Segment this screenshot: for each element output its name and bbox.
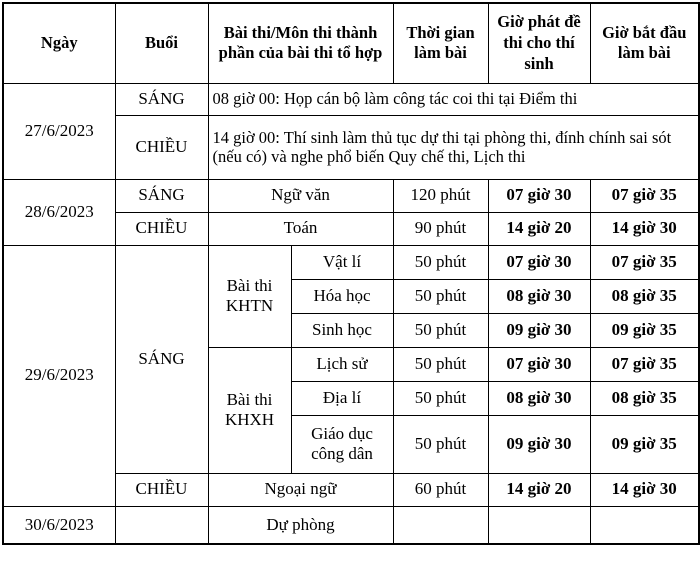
duration-cell-empty (393, 506, 488, 544)
start-time-cell: 14 giờ 30 (590, 212, 699, 245)
session-cell-afternoon: CHIỀU (115, 115, 208, 179)
start-time-cell: 07 giờ 35 (590, 245, 699, 279)
distribute-time-cell: 07 giờ 30 (488, 347, 590, 381)
col-header-distribute-time: Giờ phát đề thi cho thí sinh (488, 3, 590, 83)
distribute-time-cell: 09 giờ 30 (488, 313, 590, 347)
exam-group-cell-khtn: Bài thi KHTN (208, 245, 291, 347)
col-header-start-time: Giờ bắt đầu làm bài (590, 3, 699, 83)
table-row (3, 506, 699, 544)
start-time-cell: 09 giờ 35 (590, 313, 699, 347)
distribute-time-cell: 08 giờ 30 (488, 279, 590, 313)
col-header-duration: Thời gian làm bài (393, 3, 488, 83)
subject-cell-toan: Toán (208, 212, 393, 245)
exam-schedule-table (2, 2, 700, 545)
date-cell-28-6: 28/6/2023 (3, 179, 115, 245)
start-time-cell: 09 giờ 35 (590, 415, 699, 473)
start-time-cell: 07 giờ 35 (590, 347, 699, 381)
start-time-cell: 08 giờ 35 (590, 381, 699, 415)
subject-cell-hoa-hoc: Hóa học (291, 279, 393, 313)
note-cell-morning: 08 giờ 00: Họp cán bộ làm công tác coi thi tại Điểm thi (208, 83, 699, 115)
session-cell-afternoon: CHIỀU (115, 212, 208, 245)
subject-cell-vat-li: Vật lí (291, 245, 393, 279)
duration-cell: 60 phút (393, 473, 488, 506)
subject-cell-sinh-hoc: Sinh học (291, 313, 393, 347)
start-time-cell-empty (590, 506, 699, 544)
session-cell-afternoon: CHIỀU (115, 473, 208, 506)
duration-cell: 90 phút (393, 212, 488, 245)
duration-cell: 50 phút (393, 279, 488, 313)
table-row (3, 179, 699, 212)
distribute-time-cell: 08 giờ 30 (488, 381, 590, 415)
session-cell-morning: SÁNG (115, 83, 208, 115)
duration-cell: 120 phút (393, 179, 488, 212)
date-cell-27-6: 27/6/2023 (3, 83, 115, 179)
table-row (3, 245, 699, 279)
duration-cell: 50 phút (393, 415, 488, 473)
duration-cell: 50 phút (393, 313, 488, 347)
distribute-time-cell-empty (488, 506, 590, 544)
subject-cell-dia-li: Địa lí (291, 381, 393, 415)
start-time-cell: 07 giờ 35 (590, 179, 699, 212)
table-header-row (3, 3, 699, 83)
duration-cell: 50 phút (393, 381, 488, 415)
col-header-date: Ngày (3, 3, 115, 83)
date-cell-29-6: 29/6/2023 (3, 245, 115, 506)
subject-cell-gdcd: Giáo dục công dân (291, 415, 393, 473)
distribute-time-cell: 09 giờ 30 (488, 415, 590, 473)
duration-cell: 50 phút (393, 347, 488, 381)
duration-cell: 50 phút (393, 245, 488, 279)
session-cell-morning: SÁNG (115, 245, 208, 473)
distribute-time-cell: 14 giờ 20 (488, 212, 590, 245)
distribute-time-cell: 07 giờ 30 (488, 245, 590, 279)
subject-cell-du-phong: Dự phòng (208, 506, 393, 544)
note-cell-afternoon: 14 giờ 00: Thí sinh làm thủ tục dự thi tại phòng thi, đính chính sai sót (nếu có) và nghe phổ biến Quy chế thi, Lịch thi (208, 115, 699, 179)
distribute-time-cell: 07 giờ 30 (488, 179, 590, 212)
session-cell-morning: SÁNG (115, 179, 208, 212)
distribute-time-cell: 14 giờ 20 (488, 473, 590, 506)
col-header-session: Buổi (115, 3, 208, 83)
session-cell-empty (115, 506, 208, 544)
date-cell-30-6: 30/6/2023 (3, 506, 115, 544)
subject-cell-lich-su: Lịch sử (291, 347, 393, 381)
subject-cell-ngu-van: Ngữ văn (208, 179, 393, 212)
subject-cell-ngoai-ngu: Ngoại ngữ (208, 473, 393, 506)
start-time-cell: 14 giờ 30 (590, 473, 699, 506)
table-row (3, 83, 699, 115)
col-header-exam: Bài thi/Môn thi thành phần của bài thi tổ hợp (208, 3, 393, 83)
exam-group-cell-khxh: Bài thi KHXH (208, 347, 291, 473)
start-time-cell: 08 giờ 35 (590, 279, 699, 313)
